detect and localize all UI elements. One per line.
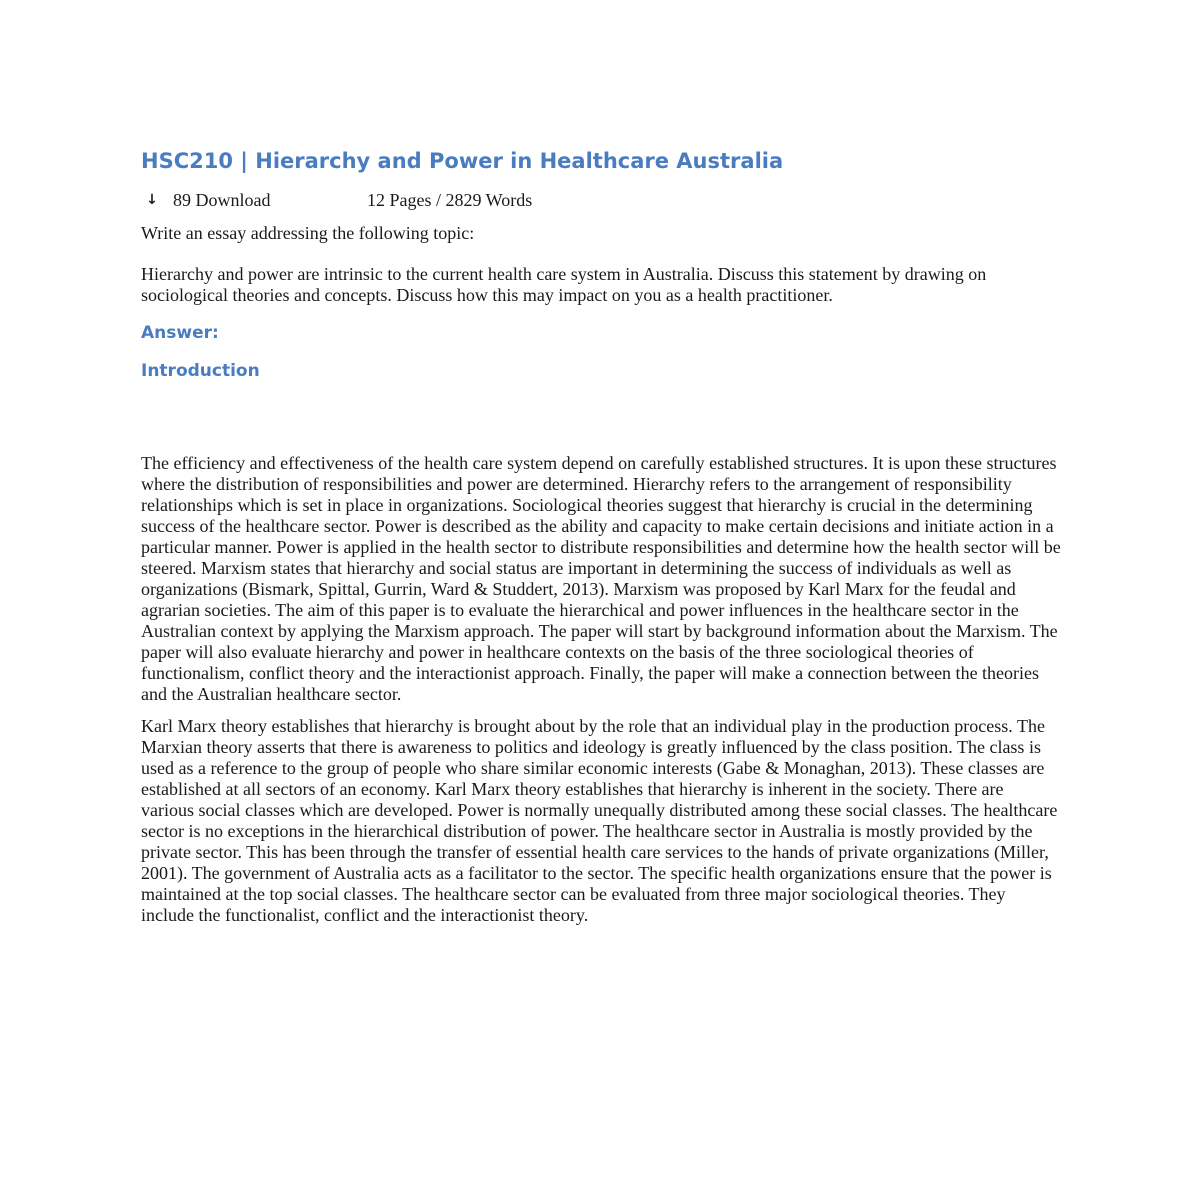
download-count: 89 Download bbox=[173, 190, 271, 210]
document-title: HSC210 | Hierarchy and Power in Healthcare Australia bbox=[141, 149, 784, 173]
introduction-heading: Introduction bbox=[141, 361, 260, 381]
download-icon[interactable]: ↓ bbox=[146, 192, 158, 208]
pages-words-count: 12 Pages / 2829 Words bbox=[367, 190, 533, 210]
essay-prompt: Write an essay addressing the following topic: bbox=[141, 223, 475, 243]
document-page bbox=[141, 146, 1061, 926]
document-meta bbox=[141, 188, 1061, 212]
answer-heading: Answer: bbox=[141, 323, 219, 343]
body-paragraph: The efficiency and effectiveness of the health care system depend on carefully established structures. It is upon these structures where the distribution of responsibilities and power are determined. Hierarchy refers to the arrangement of responsibility relationships which is set in place in organizations. Sociological theories suggest that hierarchy is crucial in the determining success of the healthcare sector. Power is described as the ability and capacity to make certain decisions and initiate action in a particular manner. Power is applied in the health sector to distribute responsibilities and determine how the health sector will be steered. Marxism states that hierarchy and social status are important in determining the success of individuals as well as organizations (Bismark, Spittal, Gurrin, Ward & Studdert, 2013). Marxism was proposed by Karl Marx for the feudal and agrarian societies. The aim of this paper is to evaluate the hierarchical and power influences in the healthcare sector in the Australian context by applying the Marxism approach. The paper will start by background information about the Marxism. The paper will also evaluate hierarchy and power in healthcare contexts on the basis of the three sociological theories of functionalism, conflict theory and the interactionist approach. Finally, the paper will make a connection between the theories and the Australian healthcare sector. bbox=[141, 453, 1061, 704]
body-paragraph: Karl Marx theory establishes that hierarchy is brought about by the role that an individual play in the production process. The Marxian theory asserts that there is awareness to politics and ideology is greatly influenced by the class position. The class is used as a reference to the group of people who share similar economic interests (Gabe & Monaghan, 2013). These classes are established at all sectors of an economy. Karl Marx theory establishes that hierarchy is inherent in the society. There are various social classes which are developed. Power is normally unequally distributed among these social classes. The healthcare sector is no exceptions in the hierarchical distribution of power. The healthcare sector in Australia is mostly provided by the private sector. This has been through the transfer of essential health care services to the hands of private organizations (Miller, 2001). The government of Australia acts as a facilitator to the sector. The specific health organizations ensure that the power is maintained at the top social classes. The healthcare sector can be evaluated from three major sociological theories. They include the functionalist, conflict and the interactionist theory. bbox=[141, 716, 1058, 925]
essay-topic: Hierarchy and power are intrinsic to the current health care system in Australia. Discuss this statement by drawing on sociological theories and concepts. Discuss how this may impact on you as a health practitioner. bbox=[141, 264, 987, 305]
